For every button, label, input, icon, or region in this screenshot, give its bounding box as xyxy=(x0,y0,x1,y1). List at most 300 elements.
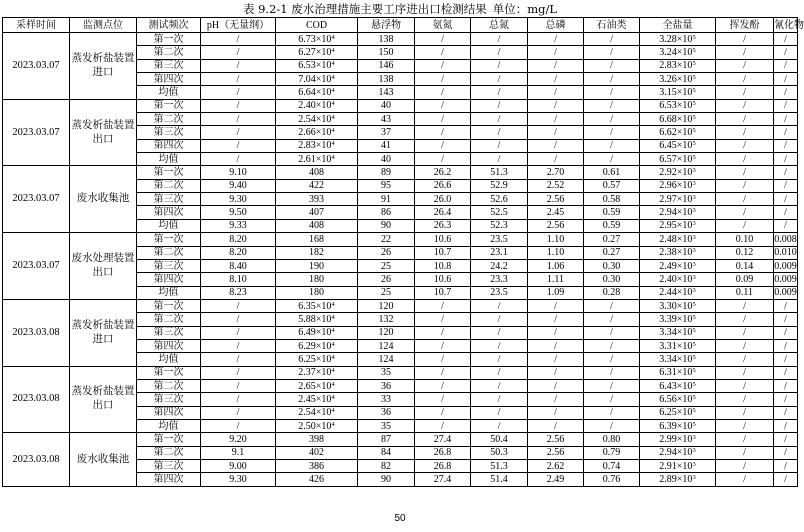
column-header: 采样时间 xyxy=(3,18,70,33)
value-cell: / xyxy=(201,406,276,419)
value-cell: / xyxy=(528,419,584,432)
value-cell: / xyxy=(774,379,798,392)
value-cell: $6.57\times 10^5$ xyxy=(640,153,716,166)
table-header xyxy=(3,18,804,33)
value-cell: / xyxy=(528,99,584,112)
value-cell: / xyxy=(415,419,471,432)
value-cell: 26.6 xyxy=(415,179,471,192)
value-cell: 9.33 xyxy=(201,219,276,232)
value-cell: 0.28 xyxy=(584,286,640,299)
value-cell: / xyxy=(201,419,276,432)
frequency-cell: 第三次 xyxy=(137,259,201,272)
value-cell: $2.38\times 10^3$ xyxy=(640,246,716,259)
value-cell: 50.4 xyxy=(471,433,528,446)
value-cell: / xyxy=(528,339,584,352)
value-cell: 23.5 xyxy=(471,286,528,299)
value-cell: / xyxy=(528,46,584,59)
value-cell: / xyxy=(584,153,640,166)
value-cell: / xyxy=(774,73,798,86)
value-cell: 0.008 xyxy=(774,233,797,245)
value-cell: 0.14 xyxy=(716,259,774,272)
value-cell: / xyxy=(716,59,774,72)
frequency-cell: 均值 xyxy=(137,286,201,299)
value-cell: 8.40 xyxy=(201,259,276,272)
value-cell: / xyxy=(528,366,584,379)
monitoring-point-cell: 蒸发析盐装置进口 xyxy=(70,33,137,100)
value-cell: $2.45\times 10^4$ xyxy=(276,393,358,406)
value-cell: $2.95\times 10^3$ xyxy=(640,219,716,232)
value-cell: / xyxy=(528,379,584,392)
value-cell: 182 xyxy=(276,246,358,259)
frequency-cell: 第二次 xyxy=(137,113,201,126)
value-cell: 2.49 xyxy=(528,473,584,486)
value-cell: $6.25\times 10^5$ xyxy=(640,406,716,419)
value-cell: / xyxy=(716,179,774,192)
value-cell: $6.53\times 10^4$ xyxy=(276,59,358,72)
monitoring-point-cell: 蒸发析盐装置出口 xyxy=(70,99,137,166)
value-cell: 26.4 xyxy=(415,206,471,219)
value-cell: 26.3 xyxy=(415,219,471,232)
value-cell: 82 xyxy=(358,460,415,473)
value-cell: / xyxy=(584,59,640,72)
value-cell: 0.11 xyxy=(716,286,774,299)
frequency-cell: 第二次 xyxy=(137,379,201,392)
value-cell: / xyxy=(528,86,584,99)
value-cell: / xyxy=(716,153,774,166)
value-cell: / xyxy=(415,113,471,126)
frequency-cell: 第一次 xyxy=(137,99,201,112)
value-cell: $2.66\times 10^4$ xyxy=(276,126,358,139)
value-cell: 51.4 xyxy=(471,473,528,486)
value-cell: 36 xyxy=(358,406,415,419)
frequency-cell: 第一次 xyxy=(137,299,201,312)
value-cell: $6.31\times 10^5$ xyxy=(640,366,716,379)
value-cell: 35 xyxy=(358,419,415,432)
value-cell: / xyxy=(716,406,774,419)
value-cell: / xyxy=(584,353,640,366)
page-number: 50 xyxy=(394,513,406,524)
value-cell: 1.09 xyxy=(528,286,584,299)
value-cell: / xyxy=(774,33,798,46)
value-cell: 120 xyxy=(358,299,415,312)
value-cell: / xyxy=(201,326,276,339)
value-cell: / xyxy=(774,179,798,192)
value-cell: / xyxy=(774,353,798,366)
frequency-cell: 第三次 xyxy=(137,59,201,72)
value-cell: / xyxy=(716,419,774,432)
value-cell: $6.43\times 10^5$ xyxy=(640,379,716,392)
value-cell: / xyxy=(584,313,640,326)
value-cell: / xyxy=(415,86,471,99)
value-cell: / xyxy=(774,446,798,459)
value-cell: $6.39\times 10^5$ xyxy=(640,419,716,432)
value-cell: 35 xyxy=(358,366,415,379)
value-cell: / xyxy=(716,460,774,473)
value-cell: / xyxy=(774,366,798,379)
value-cell: 8.20 xyxy=(201,233,276,246)
value-cell: $6.64\times 10^4$ xyxy=(276,86,358,99)
value-cell: / xyxy=(774,419,798,432)
table-row xyxy=(3,99,798,112)
value-cell: 9.1 xyxy=(201,446,276,459)
value-cell: / xyxy=(415,339,471,352)
value-cell: / xyxy=(471,59,528,72)
column-header: 氰化物 xyxy=(774,19,804,31)
monitoring-point-cell: 废水收集池 xyxy=(70,166,137,233)
value-cell: 408 xyxy=(276,219,358,232)
value-cell: 402 xyxy=(276,446,358,459)
value-cell: 422 xyxy=(276,179,358,192)
value-cell: / xyxy=(471,379,528,392)
value-cell: / xyxy=(774,326,798,339)
value-cell: 398 xyxy=(276,433,358,446)
sampling-date-cell: 2023.03.08 xyxy=(3,366,70,433)
value-cell: $6.62\times 10^5$ xyxy=(640,126,716,139)
value-cell: / xyxy=(471,99,528,112)
value-cell: 25 xyxy=(358,259,415,272)
value-cell: / xyxy=(716,46,774,59)
sampling-date-cell: 2023.03.07 xyxy=(3,166,70,233)
value-cell: $6.35\times 10^4$ xyxy=(276,299,358,312)
value-cell: / xyxy=(774,460,798,473)
value-cell: $3.34\times 10^5$ xyxy=(640,326,716,339)
value-cell: / xyxy=(528,299,584,312)
value-cell: $6.25\times 10^4$ xyxy=(276,353,358,366)
value-cell: / xyxy=(201,393,276,406)
value-cell: 52.6 xyxy=(471,193,528,206)
value-cell: 40 xyxy=(358,153,415,166)
value-cell: / xyxy=(201,299,276,312)
value-cell: 2.62 xyxy=(528,460,584,473)
value-cell: 27.4 xyxy=(415,433,471,446)
frequency-cell: 第一次 xyxy=(137,166,201,179)
value-cell: 0.12 xyxy=(716,246,774,259)
value-cell: / xyxy=(471,419,528,432)
column-header: 全盐量 xyxy=(640,18,716,33)
value-cell: $2.97\times 10^3$ xyxy=(640,193,716,206)
value-cell: / xyxy=(716,366,774,379)
value-cell: $2.61\times 10^4$ xyxy=(276,153,358,166)
value-cell: / xyxy=(774,166,798,179)
value-cell: 33 xyxy=(358,393,415,406)
value-cell: / xyxy=(716,86,774,99)
value-cell: / xyxy=(774,393,798,406)
value-cell: 10.7 xyxy=(415,286,471,299)
value-cell: / xyxy=(774,153,798,166)
value-cell: $2.92\times 10^3$ xyxy=(640,166,716,179)
value-cell: / xyxy=(528,33,584,46)
frequency-cell: 第三次 xyxy=(137,460,201,473)
value-cell: 150 xyxy=(358,46,415,59)
value-cell: 1.06 xyxy=(528,259,584,272)
value-cell: / xyxy=(774,86,798,99)
value-cell: / xyxy=(415,379,471,392)
value-cell: / xyxy=(201,153,276,166)
table-body xyxy=(3,33,798,487)
value-cell: 89 xyxy=(358,166,415,179)
value-cell: / xyxy=(415,33,471,46)
value-cell: 10.6 xyxy=(415,233,471,246)
value-cell: / xyxy=(528,153,584,166)
value-cell: / xyxy=(716,339,774,352)
value-cell: 52.3 xyxy=(471,219,528,232)
column-header: 氨氮 xyxy=(415,18,471,33)
value-cell: / xyxy=(471,33,528,46)
value-cell: $3.15\times 10^5$ xyxy=(640,86,716,99)
monitoring-point-cell: 废水处理装置出口 xyxy=(70,233,137,300)
value-cell: 1.10 xyxy=(528,246,584,259)
value-cell: 120 xyxy=(358,326,415,339)
value-cell: / xyxy=(471,353,528,366)
column-header: COD xyxy=(276,18,358,33)
value-cell: 0.58 xyxy=(584,193,640,206)
value-cell: 0.76 xyxy=(584,473,640,486)
value-cell: 2.52 xyxy=(528,179,584,192)
value-cell: $2.37\times 10^4$ xyxy=(276,366,358,379)
value-cell: $6.29\times 10^4$ xyxy=(276,339,358,352)
frequency-cell: 第四次 xyxy=(137,73,201,86)
value-cell: 426 xyxy=(276,473,358,486)
unit-label: 单位：mg/L xyxy=(492,2,558,16)
frequency-cell: 第一次 xyxy=(137,33,201,46)
value-cell: $2.65\times 10^4$ xyxy=(276,379,358,392)
value-cell: / xyxy=(201,339,276,352)
value-cell: 0.61 xyxy=(584,166,640,179)
value-cell: 26.8 xyxy=(415,446,471,459)
frequency-cell: 均值 xyxy=(137,153,201,166)
value-cell: / xyxy=(471,113,528,126)
value-cell: 393 xyxy=(276,193,358,206)
value-cell: 9.40 xyxy=(201,179,276,192)
value-cell: 87 xyxy=(358,433,415,446)
value-cell: 124 xyxy=(358,339,415,352)
value-cell: 26 xyxy=(358,273,415,286)
frequency-cell: 第三次 xyxy=(137,326,201,339)
value-cell: / xyxy=(584,86,640,99)
value-cell: 10.8 xyxy=(415,259,471,272)
value-cell: 0.79 xyxy=(584,446,640,459)
table-row xyxy=(3,433,798,446)
table-row xyxy=(3,33,798,46)
value-cell: / xyxy=(528,139,584,152)
value-cell: 10.7 xyxy=(415,246,471,259)
value-cell: / xyxy=(584,299,640,312)
value-cell: 41 xyxy=(358,139,415,152)
value-cell: $6.27\times 10^4$ xyxy=(276,46,358,59)
value-cell: 91 xyxy=(358,193,415,206)
table-caption: 表 9.2-1 废水治理措施主要工序进出口检测结果 xyxy=(242,2,487,16)
table-row xyxy=(3,233,798,246)
value-cell: $3.31\times 10^5$ xyxy=(640,339,716,352)
frequency-cell: 第四次 xyxy=(137,206,201,219)
value-cell: / xyxy=(584,46,640,59)
value-cell: / xyxy=(774,46,798,59)
value-cell: / xyxy=(528,406,584,419)
value-cell: 180 xyxy=(276,273,358,286)
value-cell: / xyxy=(415,99,471,112)
value-cell: / xyxy=(716,299,774,312)
value-cell: 0.09 xyxy=(716,273,774,286)
value-cell: / xyxy=(774,299,798,312)
value-cell: $6.49\times 10^4$ xyxy=(276,326,358,339)
value-cell: / xyxy=(415,313,471,326)
value-cell: / xyxy=(201,139,276,152)
value-cell: 0.30 xyxy=(584,273,640,286)
sampling-date-cell: 2023.03.08 xyxy=(3,299,70,366)
column-header: 总氮 xyxy=(471,18,528,33)
value-cell: 386 xyxy=(276,460,358,473)
value-cell: 0.30 xyxy=(584,259,640,272)
value-cell: / xyxy=(716,206,774,219)
value-cell: 168 xyxy=(276,233,358,246)
value-cell: 2.45 xyxy=(528,206,584,219)
sampling-date-cell: 2023.03.07 xyxy=(3,33,70,100)
value-cell: $3.28\times 10^5$ xyxy=(640,33,716,46)
value-cell: $5.88\times 10^4$ xyxy=(276,313,358,326)
sampling-date-cell: 2023.03.07 xyxy=(3,233,70,300)
monitoring-point-cell: 蒸发析盐装置进口 xyxy=(70,299,137,366)
value-cell: / xyxy=(716,219,774,232)
value-cell: 408 xyxy=(276,166,358,179)
value-cell: / xyxy=(528,73,584,86)
value-cell: $6.56\times 10^5$ xyxy=(640,393,716,406)
value-cell: 2.56 xyxy=(528,193,584,206)
value-cell: 0.74 xyxy=(584,460,640,473)
value-cell: 95 xyxy=(358,179,415,192)
value-cell: / xyxy=(201,73,276,86)
value-cell: / xyxy=(716,73,774,86)
frequency-cell: 均值 xyxy=(137,86,201,99)
monitoring-point-cell: 废水收集池 xyxy=(70,433,137,486)
value-cell: / xyxy=(201,33,276,46)
value-cell: / xyxy=(415,73,471,86)
value-cell: / xyxy=(716,99,774,112)
value-cell: 9.30 xyxy=(201,193,276,206)
value-cell: / xyxy=(201,59,276,72)
value-cell: 90 xyxy=(358,219,415,232)
value-cell: $2.94\times 10^3$ xyxy=(640,446,716,459)
value-cell: / xyxy=(716,473,774,486)
value-cell: 26.2 xyxy=(415,166,471,179)
value-cell: 2.70 xyxy=(528,166,584,179)
value-cell: $2.44\times 10^3$ xyxy=(640,286,716,299)
value-cell: / xyxy=(471,393,528,406)
frequency-cell: 第二次 xyxy=(137,246,201,259)
value-cell: $2.89\times 10^3$ xyxy=(640,473,716,486)
value-cell: $2.40\times 10^4$ xyxy=(276,99,358,112)
value-cell: / xyxy=(716,379,774,392)
value-cell: / xyxy=(528,326,584,339)
value-cell: / xyxy=(201,86,276,99)
value-cell: / xyxy=(201,99,276,112)
value-cell: 0.010 xyxy=(774,247,797,259)
value-cell: 24.2 xyxy=(471,259,528,272)
value-cell: $6.45\times 10^5$ xyxy=(640,139,716,152)
value-cell: / xyxy=(415,59,471,72)
value-cell: $2.50\times 10^4$ xyxy=(276,419,358,432)
value-cell: 84 xyxy=(358,446,415,459)
value-cell: 9.30 xyxy=(201,473,276,486)
value-cell: / xyxy=(201,113,276,126)
frequency-cell: 第三次 xyxy=(137,126,201,139)
value-cell: 1.10 xyxy=(528,233,584,246)
value-cell: / xyxy=(584,406,640,419)
value-cell: / xyxy=(471,73,528,86)
sampling-date-cell: 2023.03.07 xyxy=(3,99,70,166)
value-cell: 0.80 xyxy=(584,433,640,446)
value-cell: 25 xyxy=(358,286,415,299)
value-cell: / xyxy=(415,393,471,406)
value-cell: 180 xyxy=(276,286,358,299)
results-table xyxy=(2,17,804,487)
frequency-cell: 第二次 xyxy=(137,179,201,192)
value-cell: 143 xyxy=(358,86,415,99)
value-cell: / xyxy=(716,326,774,339)
value-cell: $3.30\times 10^5$ xyxy=(640,299,716,312)
value-cell: / xyxy=(528,353,584,366)
value-cell: 37 xyxy=(358,126,415,139)
value-cell: 124 xyxy=(358,353,415,366)
value-cell: 52.9 xyxy=(471,179,528,192)
value-cell: / xyxy=(201,46,276,59)
value-cell: 26 xyxy=(358,246,415,259)
value-cell: 132 xyxy=(358,313,415,326)
value-cell: $2.91\times 10^3$ xyxy=(640,460,716,473)
frequency-cell: 第二次 xyxy=(137,446,201,459)
value-cell: / xyxy=(716,113,774,126)
value-cell: 27.4 xyxy=(415,473,471,486)
frequency-cell: 第三次 xyxy=(137,393,201,406)
value-cell: / xyxy=(716,433,774,446)
value-cell: 1.11 xyxy=(528,273,584,286)
value-cell: / xyxy=(528,59,584,72)
value-cell: / xyxy=(716,193,774,206)
value-cell: / xyxy=(774,193,798,206)
frequency-cell: 第二次 xyxy=(137,46,201,59)
value-cell: $3.24\times 10^5$ xyxy=(640,46,716,59)
value-cell: / xyxy=(471,339,528,352)
frequency-cell: 第一次 xyxy=(137,366,201,379)
value-cell: 146 xyxy=(358,59,415,72)
value-cell: / xyxy=(584,393,640,406)
value-cell: $2.49\times 10^3$ xyxy=(640,259,716,272)
value-cell: 43 xyxy=(358,113,415,126)
value-cell: $6.53\times 10^5$ xyxy=(640,99,716,112)
value-cell: / xyxy=(584,326,640,339)
value-cell: / xyxy=(584,73,640,86)
value-cell: / xyxy=(774,126,798,139)
column-header: 挥发酚 xyxy=(716,18,774,33)
value-cell: 26.8 xyxy=(415,460,471,473)
value-cell: / xyxy=(716,446,774,459)
column-header: 测试频次 xyxy=(137,18,201,33)
value-cell: / xyxy=(471,299,528,312)
value-cell: / xyxy=(471,153,528,166)
value-cell: 40 xyxy=(358,99,415,112)
frequency-cell: 均值 xyxy=(137,419,201,432)
value-cell: / xyxy=(584,113,640,126)
value-cell: 9.20 xyxy=(201,433,276,446)
value-cell: / xyxy=(415,366,471,379)
value-cell: $2.99\times 10^3$ xyxy=(640,433,716,446)
value-cell: / xyxy=(201,353,276,366)
value-cell: 86 xyxy=(358,206,415,219)
value-cell: / xyxy=(584,33,640,46)
value-cell: / xyxy=(584,379,640,392)
value-cell: 50.3 xyxy=(471,446,528,459)
value-cell: / xyxy=(774,473,798,486)
value-cell: / xyxy=(415,299,471,312)
